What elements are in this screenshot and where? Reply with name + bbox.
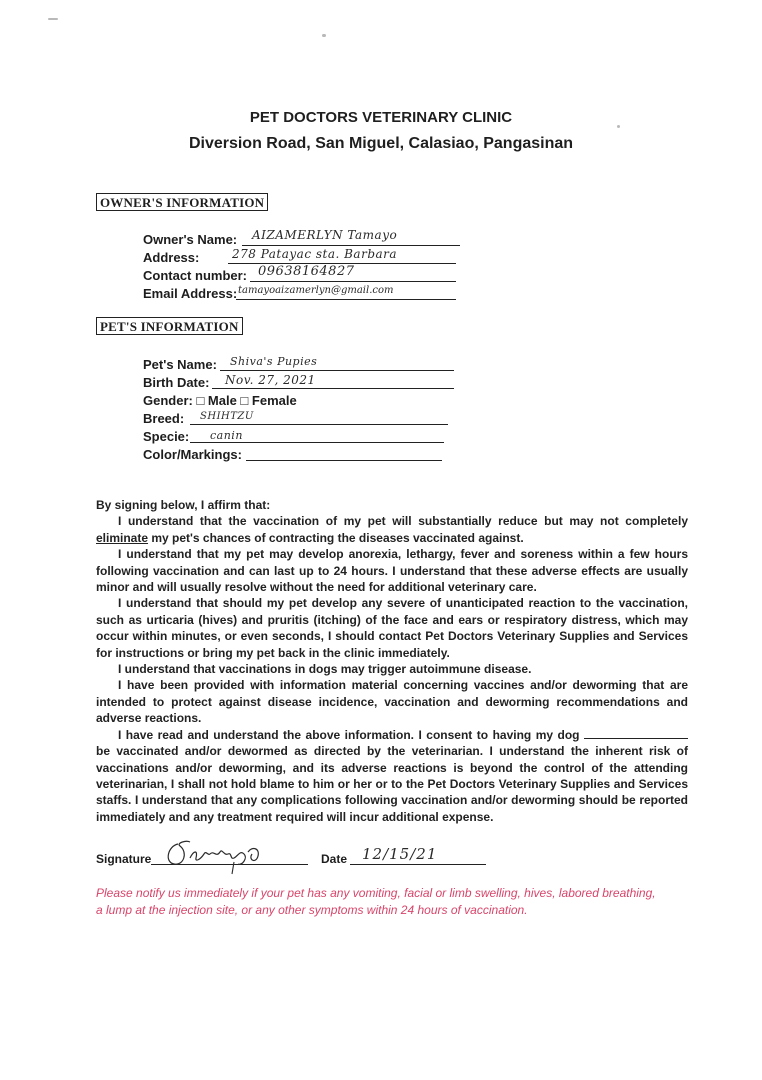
pet-name-value[interactable]: Shiva's Pupies <box>230 355 318 368</box>
breed-line <box>190 424 448 425</box>
affirmation-p6-text-end: be vaccinated and/or dewormed as directed by the veterinarian. I understand the inherent risk of vaccinations and/or deworming, and its adverse reactions is beyond the control of the attending veterinarian, I shall not hold blame to him or her or to the Pet Doctors Veterinary Supplies and Services staffs. I understand that any complications following vaccination and/or deworming should be reported immediately and any treatment required will incur additional expense. <box>96 744 688 824</box>
eliminate-underlined: eliminate <box>96 530 149 545</box>
email-label: Email Address: <box>143 286 238 301</box>
owner-name-value[interactable]: AIZAMERLYN Tamayo <box>252 228 398 242</box>
breed-label: Breed: <box>143 411 185 426</box>
specie-value[interactable]: canin <box>210 429 243 442</box>
affirmation-p6-text: I have read and understand the above information. I consent to having my dog <box>118 727 584 742</box>
date-line <box>350 864 486 865</box>
color-line <box>246 460 442 461</box>
signature-label: Signature <box>96 852 152 866</box>
affirmation-block <box>96 497 688 825</box>
dog-name-blank[interactable] <box>584 728 688 739</box>
contact-label: Contact number: <box>143 268 247 283</box>
clinic-address: Diversion Road, San Miguel, Calasiao, Pangasinan <box>188 135 574 152</box>
email-line <box>236 299 456 300</box>
owner-name-line <box>242 245 460 246</box>
handwritten-signature[interactable] <box>160 836 290 876</box>
contact-line <box>250 281 456 282</box>
gender-label: Gender: □ Male □ Female <box>143 393 297 408</box>
affirmation-paragraph-3: I understand that should my pet develop any severe of unanticipated reaction to the vaccination, such as urticaria (hives) and pruritis (itching) of the face and ears or respiratory distress, which may occur within minutes, or even seconds, I should contact Pet Doctors Veterinary Supplies and Services for instructions or bring my pet back in the clinic immediately. <box>96 596 688 660</box>
affirmation-paragraph-5: I have been provided with information material concerning vaccines and/or deworming that are intended to protect against disease incidence, vaccination and deworming recommendations and adverse reactions. <box>96 678 688 726</box>
address-label: Address: <box>143 250 200 265</box>
affirmation-paragraph-6 <box>96 727 688 825</box>
pet-name-line <box>220 370 454 371</box>
scan-speck <box>322 34 326 37</box>
clinic-name: PET DOCTORS VETERINARY CLINIC <box>249 109 513 126</box>
scan-speck <box>48 18 58 20</box>
affirmation-intro: By signing below, I affirm that: <box>96 498 271 512</box>
pet-name-label: Pet's Name: <box>143 357 217 372</box>
affirmation-paragraph-2: I understand that my pet may develop anorexia, lethargy, fever and soreness within a few hours following vaccination and can last up to 24 hours. I understand that these adverse effects are usually minor and will usually resolve without the need for additional veterinary care. <box>96 547 688 595</box>
breed-value[interactable]: SHIHTZU <box>200 411 254 422</box>
owner-name-label: Owner's Name: <box>143 232 238 247</box>
affirmation-p1-text-end: my pet's chances of contracting the diseases vaccinated against. <box>148 530 524 545</box>
birth-date-line <box>212 388 454 389</box>
date-value[interactable]: 12/15/21 <box>362 845 438 863</box>
email-value[interactable]: tamayoaizamerlyn@gmail.com <box>238 285 394 296</box>
birth-date-label: Birth Date: <box>143 375 210 390</box>
affirmation-paragraph-1 <box>96 513 688 546</box>
color-label: Color/Markings: <box>143 447 242 462</box>
contact-value[interactable]: 09638164827 <box>258 264 355 279</box>
owner-section-heading: OWNER'S INFORMATION <box>96 193 268 211</box>
post-vaccination-note: Please notify us immediately if your pet has any vomiting, facial or limb swelling, hives, labored breathing, a lump at the injection site, or any other symptoms within 24 hours of vaccination. <box>96 886 656 917</box>
affirmation-p1-text: I understand that the vaccination of my pet will substantially reduce but may not completely <box>118 514 688 529</box>
birth-date-value[interactable]: Nov. 27, 2021 <box>225 373 316 387</box>
affirmation-paragraph-4: I understand that vaccinations in dogs may trigger autoimmune disease. <box>118 662 532 677</box>
date-label: Date <box>321 852 348 866</box>
address-value[interactable]: 278 Patayac sta. Barbara <box>232 247 398 261</box>
specie-label: Specie: <box>143 429 190 444</box>
pet-section-heading: PET'S INFORMATION <box>96 317 243 335</box>
specie-line <box>190 442 444 443</box>
